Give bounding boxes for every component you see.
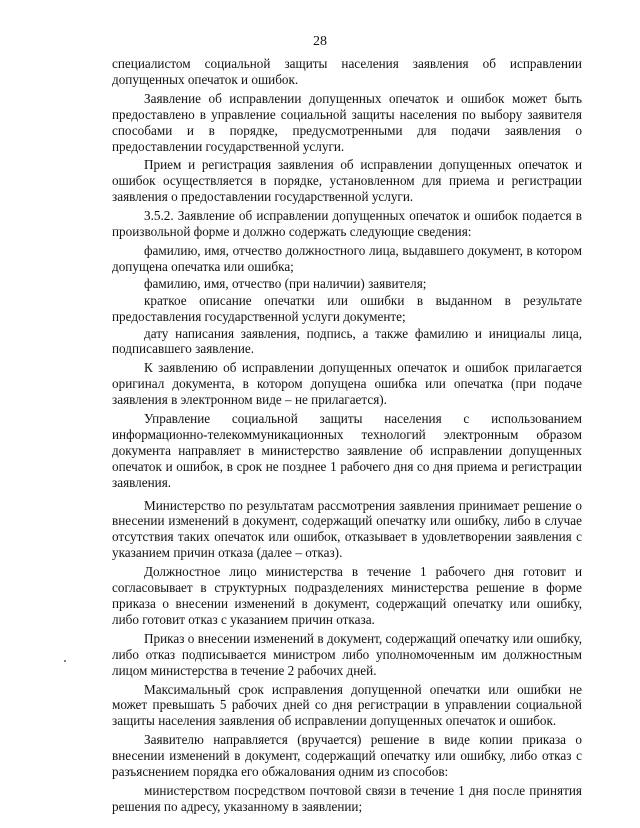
paragraph-official-prepares: Должностное лицо министерства в течение 1 рабочего дня готовит и согласовывает в структурных подразделениях министерства решение в форме приказа о внесении изменений в документ, содержащий опечатку или ошибку, либо готовит отказ с указанием причин отказа. xyxy=(112,564,582,627)
paragraph-decision-delivery: Заявителю направляется (вручается) решение в виде копии приказа о внесении изменений в документ, содержащий опечатку или ошибку, либо отказ с разъяснением порядка его обжалования одним из способов: xyxy=(112,732,582,780)
paragraph-max-term: Максимальный срок исправления допущенной опечатки или ошибки не может превышать 5 рабочих дней со дня регистрации в управлении социальной защиты населения заявления об исправлении допущенных опечаток и ошибок. xyxy=(112,681,582,729)
list-item-error-description: краткое описание опечатки или ошибки в выданном в результате предоставления государственной услуги документе; xyxy=(112,292,582,324)
paragraph-registration: Прием и регистрация заявления об исправлении допущенных опечаток и ошибок осуществляется в порядке, установленном для приема и регистрации заявления о предоставлении государственной услуги. xyxy=(112,157,582,205)
paragraph-section-3-5-2: 3.5.2. Заявление об исправлении допущенных опечаток и ошибок подается в произвольной форме и должно содержать следующие сведения: xyxy=(112,208,582,240)
paragraph-submission-methods: Заявление об исправлении допущенных опечаток и ошибок может быть предоставлено в управление социальной защиты населения по выбору заявителя способами и в порядке, предусмотренными для подачи заявления о предоставлении государственной услуги. xyxy=(112,90,582,154)
paragraph-order-signing: Приказ о внесении изменений в документ, содержащий опечатку или ошибку, либо отказ подписывается министром либо уполномоченным им должностным лицом министерства в течение 2 рабочих дней. xyxy=(112,630,582,678)
paragraph-electronic-transfer: Управление социальной защиты населения с использованием информационно-телекоммуникационных технологий электронным образом документа направляет в министерство заявление об исправлении допущенных опечаток и ошибок, в срок не позднее 1 рабочего дня со дня приема и регистрации заявления. xyxy=(112,411,582,490)
list-item-postal-delivery: министерством посредством почтовой связи в течение 1 дня после принятия решения по адресу, указанному в заявлении; xyxy=(112,782,582,814)
paragraph-ministry-decision: Министерство по результатам рассмотрения заявления принимает решение о внесении изменений в документ, содержащий опечатку или ошибку, либо в случае отсутствия таких опечаток или ошибок, отказывает в удовлетворении заявления с указанием причин отказа (далее – отказ). xyxy=(112,497,582,561)
document-body xyxy=(112,56,582,818)
scan-speck xyxy=(64,660,66,662)
list-item-date-signature: дату написания заявления, подпись, а также фамилию и инициалы лица, подписавшего заявление. xyxy=(112,325,582,357)
paragraph-original-attachment: К заявлению об исправлении допущенных опечаток и ошибок прилагается оригинал документа, в котором допущена ошибка или опечатка (при подаче заявления в электронном виде – не прилагается). xyxy=(112,360,582,408)
paragraph-continuation: специалистом социальной защиты населения заявления об исправлении допущенных опечаток и ошибок. xyxy=(112,56,582,87)
list-item-official-name: фамилию, имя, отчество должностного лица, выдавшего документ, в котором допущена опечатка или ошибка; xyxy=(112,242,582,274)
list-item-applicant-name: фамилию, имя, отчество (при наличии) заявителя; xyxy=(144,275,427,291)
page-number: 28 xyxy=(313,34,327,49)
